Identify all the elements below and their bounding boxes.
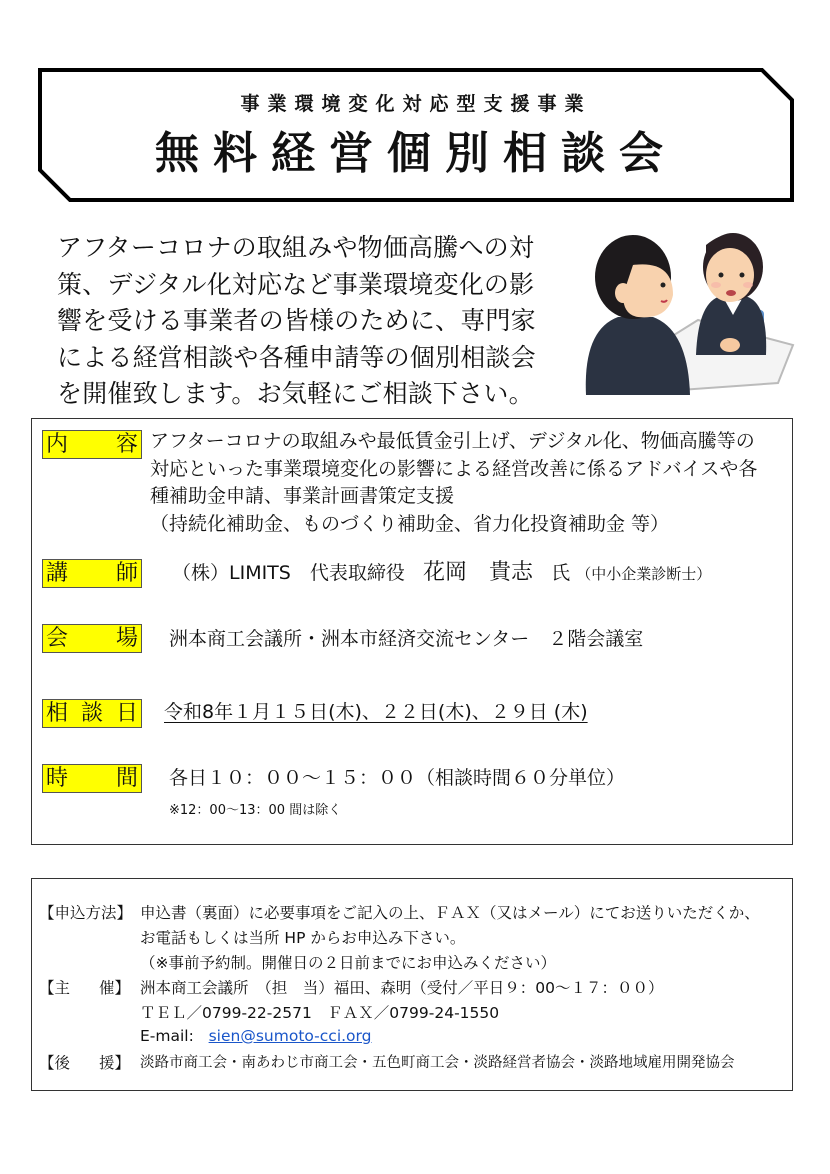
lecturer-name: 花岡 貴志 xyxy=(422,560,533,585)
label-time xyxy=(42,764,142,793)
dates-text: 令和8年１月１５日(木)、２２日(木)、２９日 (木) xyxy=(164,701,588,723)
lecturer-honorific: 氏 xyxy=(551,562,571,584)
tel-fax: ＴＥＬ／0799-22-2571 ＦＡＸ／0799-24-1550 xyxy=(140,1004,500,1022)
lecturer-company: （株）LIMITS 代表取締役 xyxy=(172,562,405,584)
label-char: 日 xyxy=(115,701,138,726)
title-banner xyxy=(37,67,795,203)
intro-line: を開催致します。お気軽にご相談下さい。 xyxy=(57,379,534,408)
consultation-illustration-icon xyxy=(578,205,800,395)
method-line: お電話もしくは当所 HP からお申込み下さい。 xyxy=(140,929,466,947)
label-char: 師 xyxy=(115,561,138,586)
label-char: 場 xyxy=(115,626,138,651)
intro-line: 策、デジタル化対応など事業環境変化の影 xyxy=(57,269,535,299)
banner-subtitle: 事業環境変化対応型支援事業 xyxy=(240,93,592,115)
intro-line: 響を受ける事業者の皆様のために、専門家 xyxy=(57,306,536,335)
content-line: 対応といった事業環境変化の影響による経営改善に係るアドバイスや各 xyxy=(150,457,758,480)
email-row xyxy=(140,1027,371,1045)
intro-line: アフターコロナの取組みや物価高騰への対 xyxy=(57,233,535,262)
label-lecturer xyxy=(42,559,142,588)
label-char: 会 xyxy=(46,626,69,651)
intro-paragraph xyxy=(57,230,557,413)
content-line: （持続化補助金、ものづくり補助金、省力化投資補助金 等） xyxy=(150,512,670,535)
application-info-box xyxy=(31,878,793,1091)
time-text: 各日１０：００～１５：００（相談時間６０分単位） xyxy=(169,767,626,789)
event-details-box xyxy=(31,418,793,845)
support-key-a: 【後 xyxy=(39,1054,71,1072)
label-char: 講 xyxy=(46,561,69,586)
label-venue xyxy=(42,624,142,653)
host-key-a: 【主 xyxy=(39,979,71,997)
host-line: 洲本商工会議所 （担 当）福田、森明（受付／平日９：00～１７：００） xyxy=(140,979,664,997)
content-line: 種補助金申請、事業計画書策定支援 xyxy=(150,485,455,507)
method-line: （※事前予約制。開催日の２日前までにお申込みください） xyxy=(140,954,556,972)
email-link[interactable]: sien@sumoto-cci.org xyxy=(208,1027,372,1045)
lecturer-qualification: （中小企業診断士） xyxy=(576,565,712,583)
method-key: 【申込方法】 xyxy=(39,904,133,922)
host-key-b: 催】 xyxy=(99,979,131,997)
banner-title: 無料経営個別相談会 xyxy=(155,128,677,179)
label-dates xyxy=(42,699,142,728)
content-line: アフターコロナの取組みや最低賃金引上げ、デジタル化、物価高騰等の xyxy=(150,430,755,452)
intro-line: による経営相談や各種申請等の個別相談会 xyxy=(57,342,536,372)
label-char: 内 xyxy=(46,432,69,457)
label-char: 時 xyxy=(46,766,69,791)
venue-text: 洲本商工会議所・洲本市経済交流センター ２階会議室 xyxy=(169,628,644,650)
lecturer-text xyxy=(172,559,711,589)
label-char: 相 xyxy=(46,701,69,726)
method-line: 申込書（裏面）に必要事項をご記入の上、ＦＡＸ（又はメール）にてお送りいただくか、 xyxy=(140,904,760,922)
label-char: 談 xyxy=(80,701,103,726)
email-label: E-mail: xyxy=(140,1027,194,1045)
support-key-b: 援】 xyxy=(99,1054,131,1072)
time-note: ※12：00～13：00 間は除く xyxy=(169,803,342,818)
label-char: 容 xyxy=(115,432,138,457)
support-line: 淡路市商工会・南あわじ市商工会・五色町商工会・淡路経営者協会・淡路地域雇用開発協会 xyxy=(140,1055,735,1071)
label-content xyxy=(42,430,142,459)
label-char: 間 xyxy=(115,766,138,791)
content-text xyxy=(150,428,757,538)
